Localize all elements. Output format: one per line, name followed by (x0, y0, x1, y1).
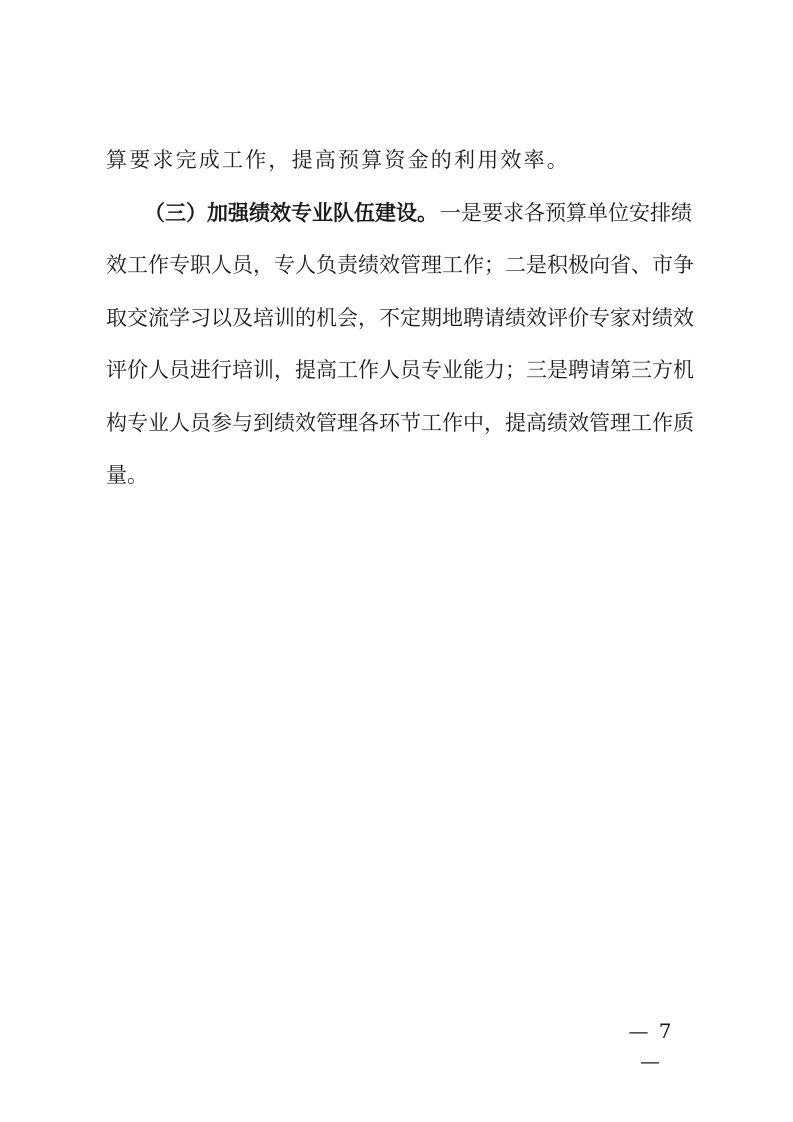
paragraph-2-line-3 (106, 296, 692, 340)
paragraph-2-line-3-text: 取交流学习以及培训的机会，不定期地聘请绩效评价专家对绩效 (106, 305, 694, 330)
section-heading: （三）加强绩效专业队伍建设。 (144, 200, 438, 225)
paragraph-2-line-4 (106, 348, 692, 392)
document-body (106, 138, 692, 506)
paragraph-2-line-1 (106, 191, 692, 235)
paragraph-2-line-6 (106, 453, 692, 497)
paragraph-2-line-5 (106, 401, 692, 445)
paragraph-2-line-2 (106, 243, 692, 287)
paragraph-2-line-2-text: 效工作专职人员，专人负责绩效管理工作；二是积极向省、市争 (106, 253, 694, 277)
paragraph-2-line-5-text: 构专业人员参与到绩效管理各环节工作中，提高绩效管理工作质 (106, 410, 694, 435)
paragraph-2-line-4-text: 评价人员进行培训，提高工作人员专业能力；三是聘请第三方机 (106, 358, 694, 382)
paragraph-1-line-1 (106, 138, 692, 182)
page-number: — 7 — (628, 1019, 674, 1073)
paragraph-2-line-1-text: 一是要求各预算单位安排绩 (440, 200, 692, 225)
paragraph-1-text: 算要求完成工作，提高预算资金的利用效率。 (106, 148, 570, 172)
paragraph-2-line-6-text: 量。 (106, 463, 148, 487)
